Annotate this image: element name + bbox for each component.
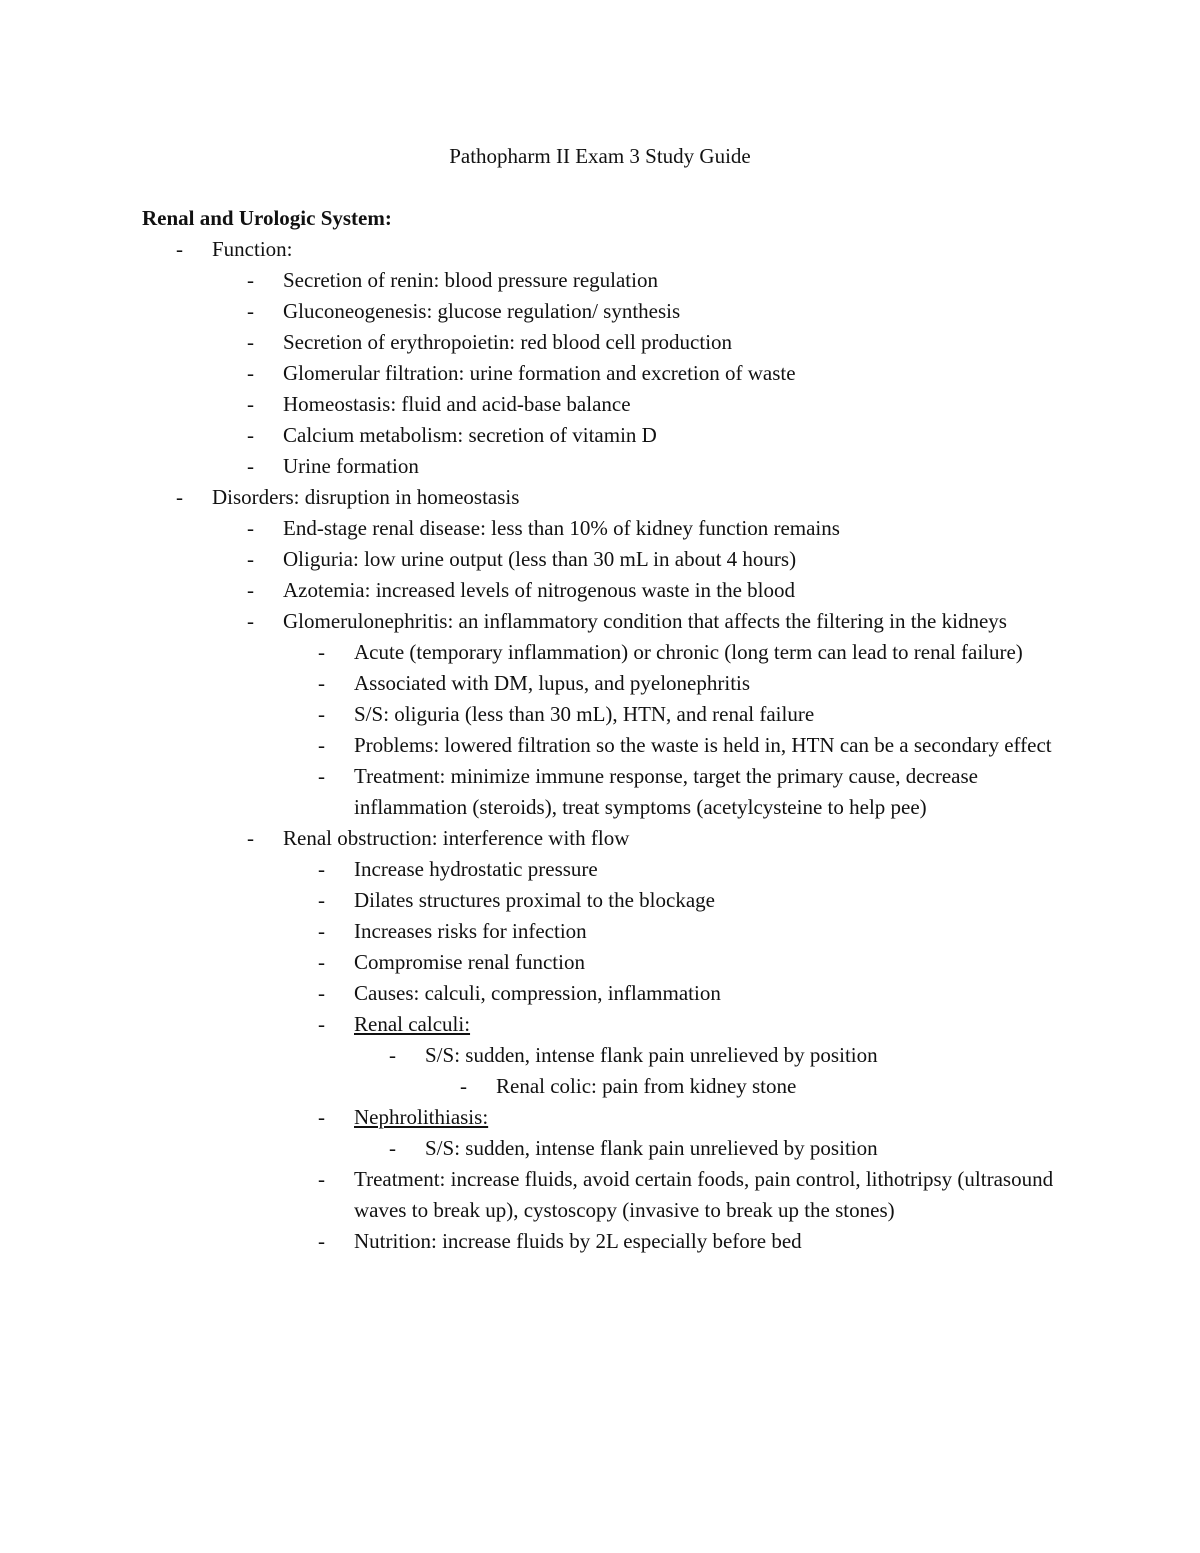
outline-item — [0, 358, 1200, 389]
bullet-dash: - — [318, 857, 325, 881]
bullet-dash: - — [318, 671, 325, 695]
bullet-dash: - — [318, 640, 325, 664]
bullet-dash: - — [318, 1229, 325, 1253]
bullet-dash: - — [460, 1074, 467, 1098]
outline-item — [0, 1009, 1200, 1040]
outline-item — [0, 420, 1200, 451]
bullet-dash: - — [247, 361, 254, 385]
bullet-dash: - — [318, 702, 325, 726]
outline-item-text: Renal obstruction: interference with flow — [283, 826, 630, 850]
bullet-dash: - — [247, 547, 254, 571]
outline-item-text: Function: — [212, 237, 293, 261]
outline-item-text: Causes: calculi, compression, inflammation — [354, 981, 721, 1005]
bullet-dash: - — [318, 1105, 325, 1129]
bullet-dash: - — [318, 950, 325, 974]
bullet-dash: - — [318, 1167, 325, 1191]
outline-item — [0, 296, 1200, 327]
outline-item-text: Treatment: increase fluids, avoid certain foods, pain control, lithotripsy (ultrasound waves to break up), cystoscopy (invasive to break up the stones) — [354, 1167, 1054, 1222]
outline-item — [0, 606, 1200, 637]
outline-item — [0, 513, 1200, 544]
outline-item — [0, 1164, 1200, 1226]
page-title: Pathopharm II Exam 3 Study Guide — [449, 144, 751, 168]
bullet-dash: - — [389, 1043, 396, 1067]
outline-item — [0, 451, 1200, 482]
outline-item — [0, 668, 1200, 699]
outline-item — [0, 947, 1200, 978]
bullet-dash: - — [318, 888, 325, 912]
outline-item — [0, 389, 1200, 420]
outline-item-text: Increases risks for infection — [354, 919, 587, 943]
outline-item-text: S/S: oliguria (less than 30 mL), HTN, and renal failure — [354, 702, 815, 726]
bullet-dash: - — [247, 423, 254, 447]
outline-item — [0, 885, 1200, 916]
bullet-dash: - — [318, 919, 325, 943]
outline-item-text: Secretion of renin: blood pressure regulation — [283, 268, 658, 292]
outline-item — [0, 699, 1200, 730]
bullet-dash: - — [318, 981, 325, 1005]
outline-item-text: Increase hydrostatic pressure — [354, 857, 598, 881]
bullet-dash: - — [318, 764, 325, 788]
outline-item-text: Nephrolithiasis: — [354, 1105, 489, 1129]
outline-item — [0, 575, 1200, 606]
outline-item-text: Glomerulonephritis: an inflammatory condition that affects the filtering in the kidneys — [283, 609, 1007, 633]
outline-item-text: Associated with DM, lupus, and pyelonephritis — [354, 671, 751, 695]
bullet-dash: - — [318, 1012, 325, 1036]
outline-item-text: S/S: sudden, intense flank pain unrelieved by position — [425, 1136, 878, 1160]
outline-item — [0, 854, 1200, 885]
outline-item — [0, 1133, 1200, 1164]
bullet-dash: - — [247, 454, 254, 478]
outline-item — [0, 637, 1200, 668]
outline-item-text: Calcium metabolism: secretion of vitamin D — [283, 423, 657, 447]
bullet-dash: - — [247, 826, 254, 850]
bullet-dash: - — [176, 485, 183, 509]
outline-item-text: Urine formation — [283, 454, 419, 478]
bullet-dash: - — [247, 268, 254, 292]
outline-item-text: Disorders: disruption in homeostasis — [212, 485, 520, 509]
outline-item-text: End-stage renal disease: less than 10% of kidney function remains — [283, 516, 840, 540]
bullet-dash: - — [176, 237, 183, 261]
outline-item — [0, 761, 1200, 823]
bullet-dash: - — [247, 578, 254, 602]
outline-item — [0, 1040, 1200, 1071]
bullet-dash: - — [247, 516, 254, 540]
bullet-dash: - — [247, 609, 254, 633]
outline-item — [0, 544, 1200, 575]
outline-list — [0, 234, 1200, 1257]
outline-item-text: Renal colic: pain from kidney stone — [496, 1074, 797, 1098]
outline-item-text: Treatment: minimize immune response, target the primary cause, decrease inflammation (steroids), treat symptoms (acetylcysteine to help pee) — [354, 764, 978, 819]
outline-item — [0, 234, 1200, 265]
outline-item-text: Dilates structures proximal to the blockage — [354, 888, 715, 912]
outline-item-text: Homeostasis: fluid and acid-base balance — [283, 392, 631, 416]
outline-item — [0, 730, 1200, 761]
outline-item-text: Nutrition: increase fluids by 2L especially before bed — [354, 1229, 802, 1253]
bullet-dash: - — [389, 1136, 396, 1160]
outline-item — [0, 916, 1200, 947]
outline-item-text: Acute (temporary inflammation) or chronic (long term can lead to renal failure) — [354, 640, 1023, 664]
outline-item-text: Azotemia: increased levels of nitrogenous waste in the blood — [283, 578, 796, 602]
outline-item — [0, 482, 1200, 513]
bullet-dash: - — [247, 299, 254, 323]
outline-item — [0, 327, 1200, 358]
outline-item — [0, 265, 1200, 296]
outline-item-text: Gluconeogenesis: glucose regulation/ synthesis — [283, 299, 681, 323]
outline-item-text: Compromise renal function — [354, 950, 585, 974]
outline-item — [0, 978, 1200, 1009]
outline-item — [0, 1071, 1200, 1102]
outline-item-text: Glomerular filtration: urine formation and excretion of waste — [283, 361, 796, 385]
section-heading: Renal and Urologic System: — [142, 206, 392, 230]
outline-item-text: Problems: lowered filtration so the waste is held in, HTN can be a secondary effect — [354, 733, 1052, 757]
bullet-dash: - — [318, 733, 325, 757]
outline-item-text: Secretion of erythropoietin: red blood cell production — [283, 330, 733, 354]
outline-item-text: Oliguria: low urine output (less than 30 mL in about 4 hours) — [283, 547, 797, 571]
outline-item-text: Renal calculi: — [354, 1012, 471, 1036]
outline-item — [0, 823, 1200, 854]
bullet-dash: - — [247, 330, 254, 354]
bullet-dash: - — [247, 392, 254, 416]
outline-item — [0, 1226, 1200, 1257]
outline-item — [0, 1102, 1200, 1133]
outline-item-text: S/S: sudden, intense flank pain unrelieved by position — [425, 1043, 878, 1067]
